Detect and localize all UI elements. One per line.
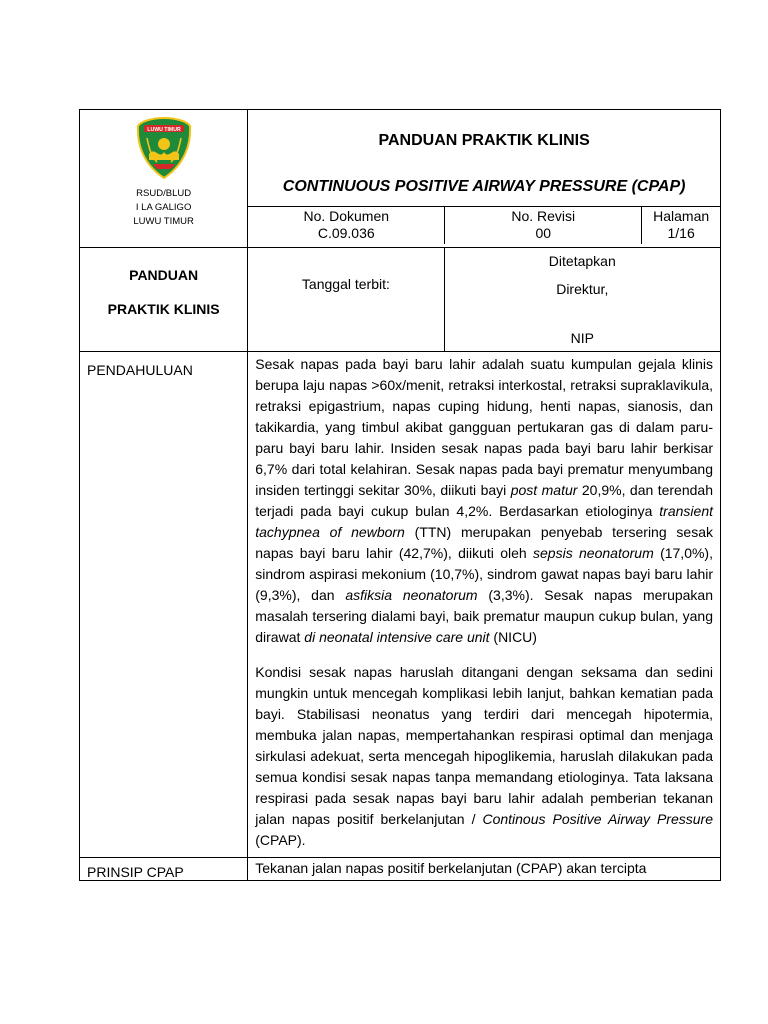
doc-number-value: C.09.036	[317, 225, 375, 241]
paragraph	[255, 354, 713, 648]
section-label-prinsip: PRINSIP CPAP	[87, 864, 184, 880]
italic-text: post matur	[510, 482, 578, 498]
header-table	[79, 109, 721, 881]
paragraph	[255, 662, 713, 851]
doc-revision-label: No. Revisi	[511, 208, 576, 224]
doc-revision	[445, 207, 642, 244]
italic-text: asfiksia neonatorum	[345, 587, 478, 603]
doc-subtitle: CONTINUOUS POSITIVE AIRWAY PRESSURE (CPAP)	[282, 178, 686, 195]
doc-page	[642, 207, 720, 244]
approved-label: Ditetapkan	[548, 253, 616, 269]
text-run: Kondisi sesak napas haruslah ditangani dengan seksama dan sedini mungkin untuk mencegah komplikasi lebih lanjut, bahkan kematian pada bayi. Stabilisasi neonatus yang terdiri dari mencegah hipotermia, membuka jalan napas, mempertahankan respirasi optimal dan menjaga sirkulasi adekuat, serta mencegah hipoglikemia, haruslah dilakukan pada semua kondisi sesak napas tanpa memandang etiologinya. Tata laksana respirasi pada sesak napas bayi baru lahir adalah pemberian tekanan jalan napas positif berkelanjutan /	[255, 664, 713, 827]
ppk-cell	[80, 248, 248, 352]
logo-text: LUWU TIMUR	[146, 126, 181, 133]
text-run: Sesak napas pada bayi baru lahir adalah suatu kumpulan gejala klinis berupa laju napas >60x/menit, retraksi interkostal, retraksi supraklavikula, retraksi epigastrium, napas cuping hidung, henti napas, sianosis, dan takikardia, yang timbul akibat gangguan pertukaran gas di dalam paru-paru bayi baru lahir. Insiden sesak napas pada bayi baru lahir berkisar 6,7% dari total kelahiran. Sesak napas pada bayi prematur menyumbang insiden tertinggi sekitar 30%, diikuti bayi	[255, 356, 713, 498]
section-label-pendahuluan: PENDAHULUAN	[87, 362, 193, 378]
doc-title: PANDUAN PRAKTIK KLINIS	[378, 132, 590, 149]
approval-cell	[444, 248, 720, 352]
italic-text: Continous Positive Airway Pressure	[482, 811, 713, 827]
issue-date-label: Tanggal terbit:	[301, 276, 390, 292]
title-cell	[248, 110, 721, 248]
director-label: Direktur,	[556, 281, 609, 297]
italic-text: sepsis neonatorum	[533, 545, 654, 561]
doc-number-label: No. Dokumen	[303, 208, 390, 224]
doc-meta-row	[248, 206, 720, 244]
text-run: (NICU)	[489, 629, 537, 645]
text-run: (3,3%). Sesak napas merupakan masalah tersering dialami bayi, baik prematur maupun cukup bulan, yang dirawat	[255, 587, 714, 645]
section-body-cell	[248, 858, 721, 881]
luwu-timur-emblem-icon	[135, 116, 193, 180]
section-label-cell	[80, 858, 248, 881]
text-run: (17,0%), sindrom aspirasi mekonium (10,7%), sindrom gawat napas bayi baru lahir (9,3%), dan	[255, 545, 713, 603]
org-name	[80, 187, 247, 229]
doc-number	[248, 207, 445, 244]
section-body-cell	[248, 352, 721, 858]
text-run: (CPAP).	[255, 832, 306, 848]
doc-revision-value: 00	[535, 225, 552, 241]
italic-text: di neonatal intensive care unit	[304, 629, 490, 645]
issue-date-cell	[248, 248, 444, 352]
logo-cell	[80, 110, 248, 248]
org-line: I LA GALIGO	[135, 202, 192, 213]
org-line: LUWU TIMUR	[133, 216, 194, 227]
ppk-line: PRAKTIK KLINIS	[107, 301, 220, 317]
paragraph: Tekanan jalan napas positif berkelanjutan (CPAP) akan tercipta	[255, 860, 647, 876]
text-run: 20,9%, dan terendah terjadi pada bayi cukup bulan 4,2%. Berdasarkan etiologinya	[255, 482, 713, 519]
doc-page-label: Halaman	[653, 208, 710, 224]
document	[79, 109, 721, 881]
nip-label: NIP	[570, 330, 594, 346]
doc-page-value: 1/16	[667, 225, 695, 241]
ppk-line: PANDUAN	[129, 267, 199, 283]
italic-text: transient tachypnea of newborn	[255, 503, 713, 540]
section-label-cell	[80, 352, 248, 858]
text-run: (TTN) merupakan penyebab tersering sesak napas bayi baru lahir (42,7%), diikuti oleh	[255, 524, 714, 561]
org-line: RSUD/BLUD	[136, 188, 192, 199]
